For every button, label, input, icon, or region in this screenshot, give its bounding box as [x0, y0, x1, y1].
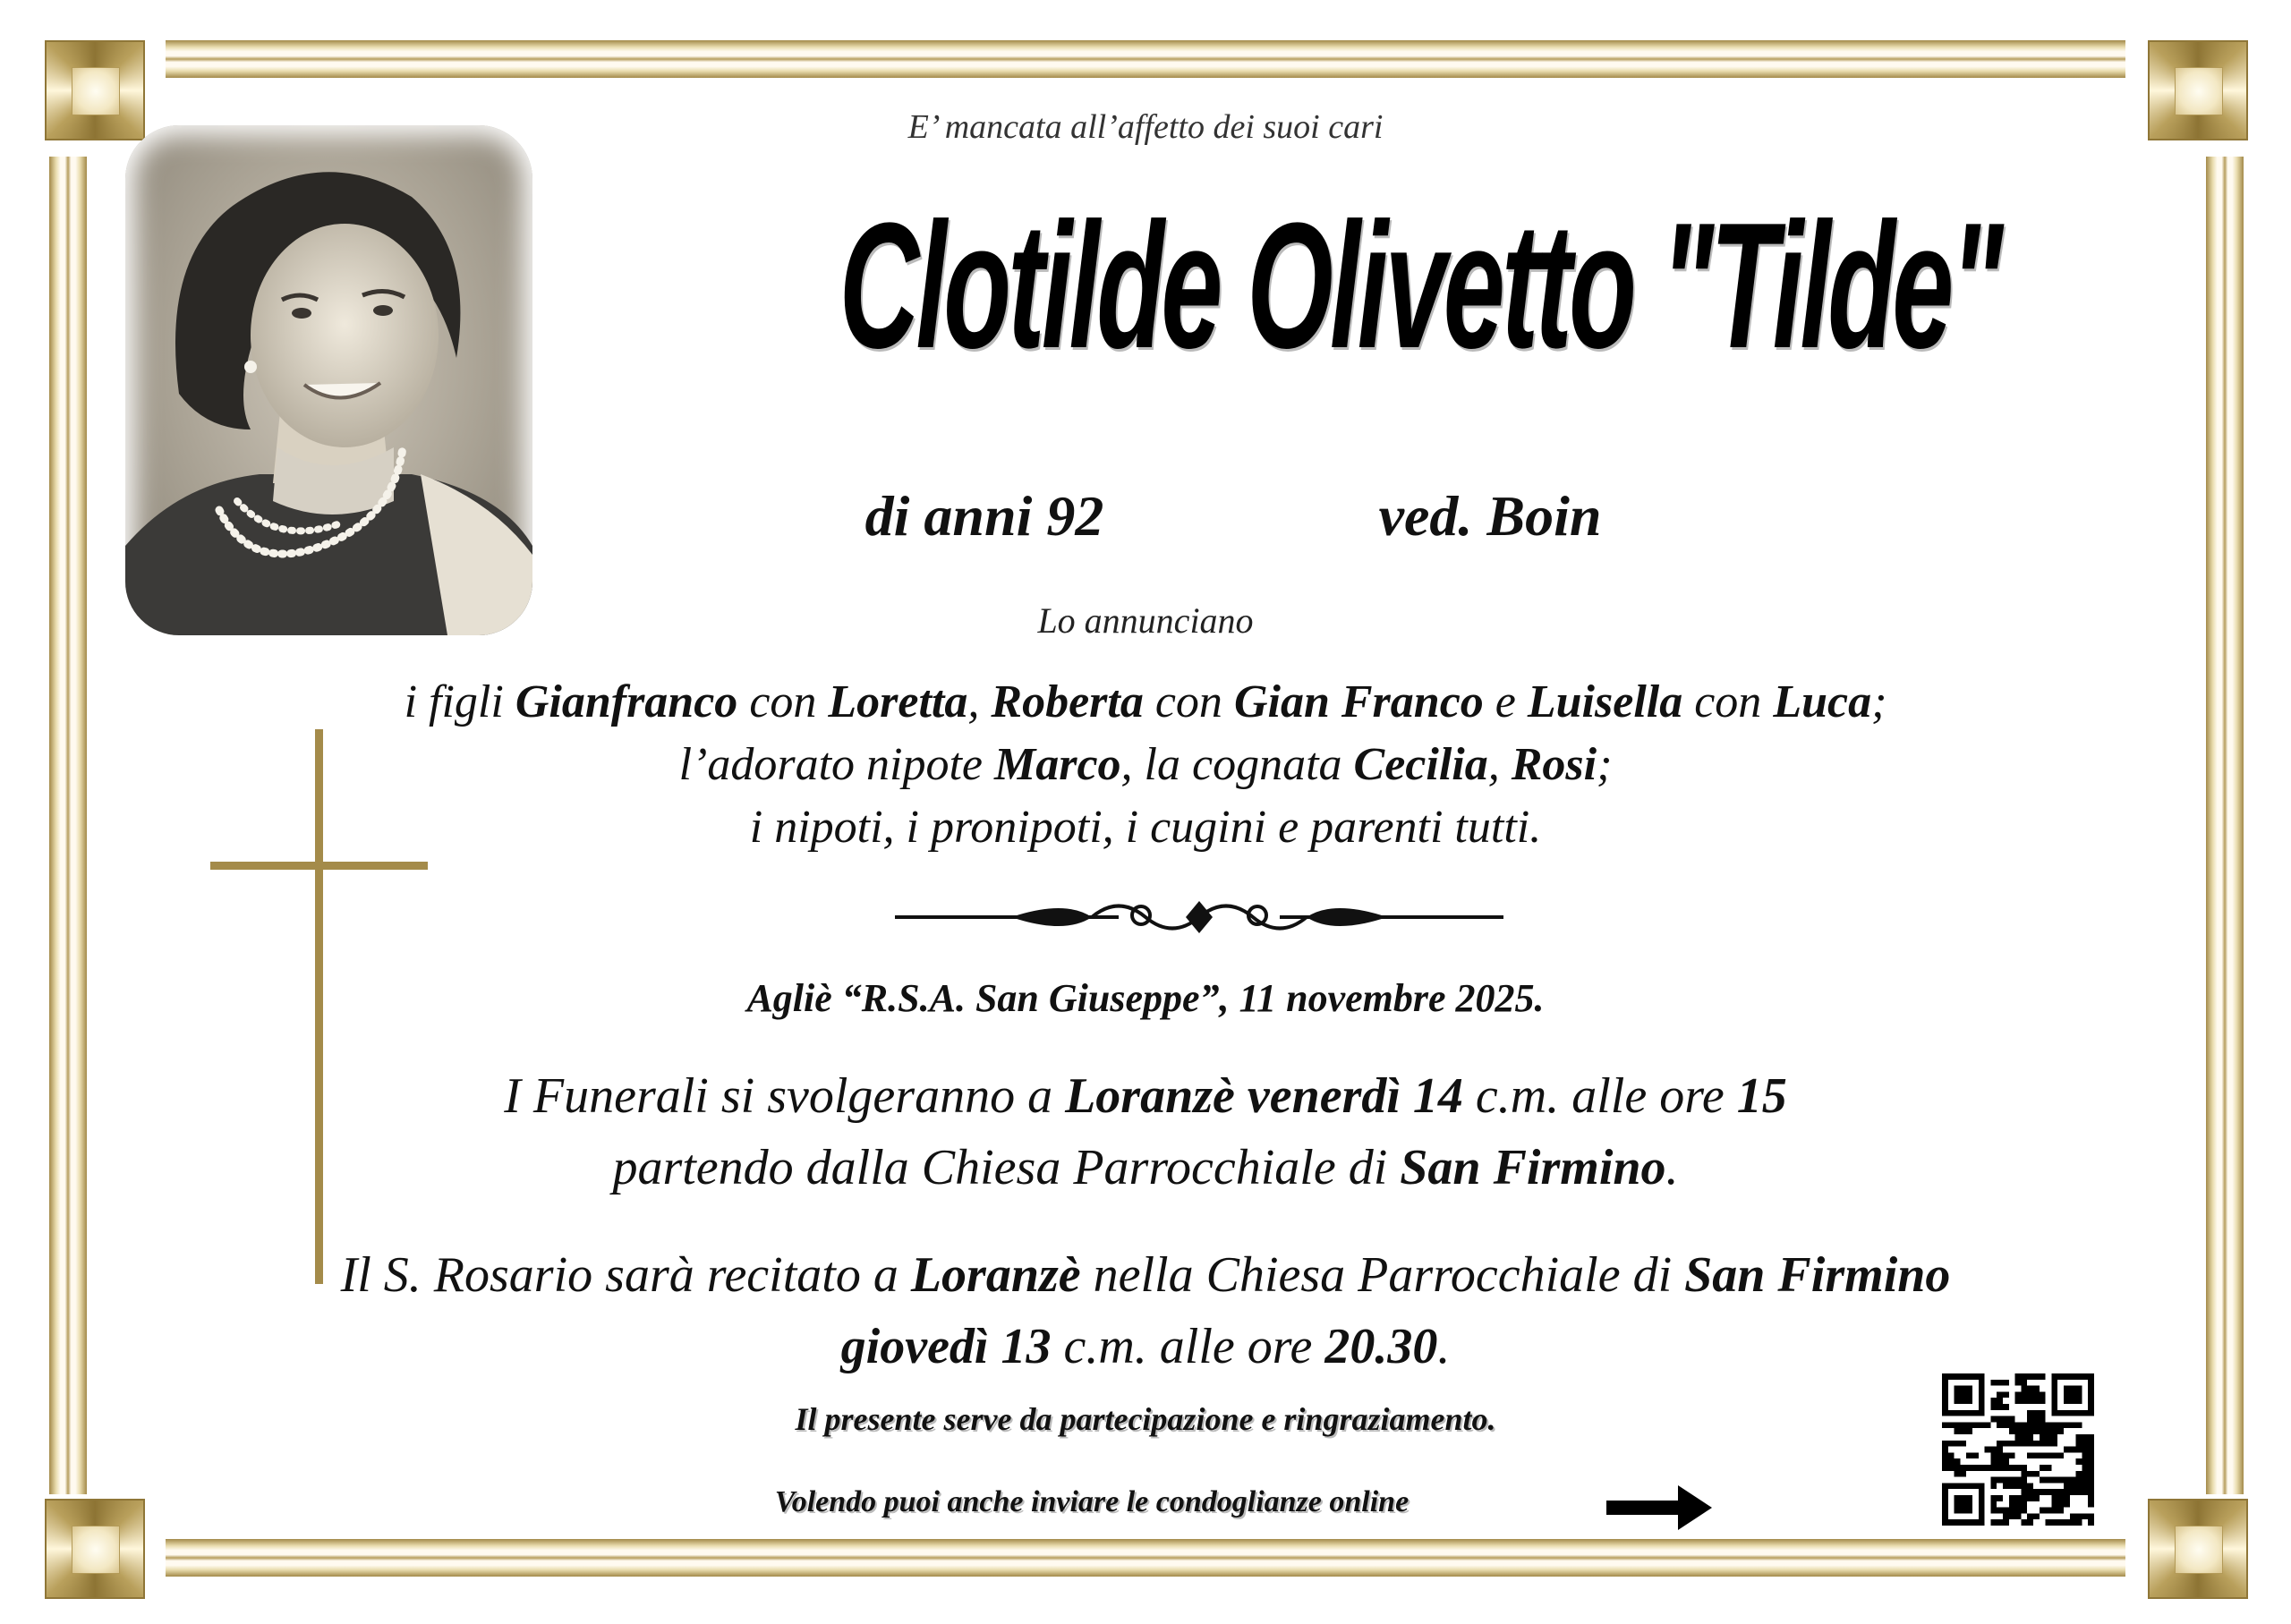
bold-text: Gianfranco — [515, 676, 738, 727]
condolences-link[interactable]: Volendo puoi anche inviare le condoglianze online — [774, 1485, 1410, 1518]
rosary-line-2 — [0, 1311, 2291, 1382]
bold-text: Luca — [1773, 676, 1872, 727]
qr-code-icon[interactable] — [1942, 1373, 2094, 1526]
text-segment: nella Chiesa Parrocchiale di — [1080, 1247, 1685, 1303]
bold-text: Rosi — [1511, 739, 1597, 790]
text-segment: . — [1437, 1319, 1451, 1374]
bold-text: San Firmino — [1684, 1247, 1951, 1303]
bold-text: Gian Franco — [1233, 676, 1484, 727]
text-segment: partendo dalla Chiesa Parrocchiale di — [612, 1140, 1401, 1195]
ornament-divider-icon — [895, 890, 1503, 944]
funeral-line-1 — [0, 1060, 2291, 1132]
thanks-text: Il presente serve da partecipazione e ringraziamento. — [795, 1401, 1496, 1437]
arrow-right-icon[interactable] — [1606, 1481, 1714, 1535]
text-segment: , la cognata — [1120, 739, 1354, 790]
frame-bottom-bar — [166, 1539, 2125, 1577]
text-segment: l’adorato nipote — [678, 739, 994, 790]
text-segment: e — [1483, 676, 1528, 727]
family-line-1 — [0, 671, 2291, 734]
frame-corner-bottom-right — [2148, 1499, 2248, 1599]
funeral-block — [0, 1060, 2291, 1203]
text-segment: ; — [1871, 676, 1887, 727]
text-segment: c.m. alle ore — [1462, 1068, 1737, 1124]
bold-text: San Firmino — [1400, 1140, 1666, 1195]
deceased-name: Clotilde Olivetto "Tilde" — [839, 186, 2000, 386]
frame-top-bar — [166, 40, 2125, 78]
text-segment: . — [1665, 1140, 1679, 1195]
frame-corner-bottom-left — [45, 1499, 145, 1599]
bold-text: Loretta — [828, 676, 968, 727]
text-segment: c.m. alle ore — [1051, 1319, 1325, 1374]
bold-text: Loranzè venerdì 14 — [1065, 1068, 1463, 1124]
bold-text: Cecilia — [1353, 739, 1488, 790]
widow-text: ved. Boin — [1378, 484, 1602, 548]
bold-text: Marco — [993, 739, 1121, 790]
text-segment: ; — [1597, 739, 1613, 790]
text-segment: i figli — [404, 676, 515, 727]
bold-text: 15 — [1736, 1068, 1787, 1124]
rosary-line-1 — [0, 1239, 2291, 1311]
text-segment: con — [1143, 676, 1234, 727]
text-segment: con — [737, 676, 829, 727]
place-date-text: Agliè “R.S.A. San Giuseppe”, 11 novembre 2025. — [746, 976, 1545, 1020]
announce-text: Lo annunciano — [1037, 600, 1254, 641]
funeral-line-2 — [0, 1132, 2291, 1203]
text-segment: I Funerali si svolgeranno a — [504, 1068, 1066, 1124]
bold-text: Luisella — [1527, 676, 1683, 727]
text-segment: i nipoti, i pronipoti, i cugini e parenti tutti. — [749, 802, 1542, 853]
bold-text: Roberta — [991, 676, 1144, 727]
bold-text: Loranzè — [910, 1247, 1081, 1303]
age-text: di anni 92 — [864, 484, 1104, 548]
text-segment: con — [1682, 676, 1774, 727]
intro-text: E’ mancata all’affetto dei suoi cari — [907, 108, 1384, 146]
rosary-block — [0, 1239, 2291, 1382]
text-segment: Il S. Rosario sarà recitato a — [340, 1247, 911, 1303]
family-line-2 — [0, 734, 2291, 796]
family-line-3 — [0, 796, 2291, 859]
text-segment: , — [1487, 739, 1512, 790]
bold-text: giovedì 13 — [840, 1319, 1052, 1374]
portrait-photo — [125, 125, 532, 635]
text-segment: , — [967, 676, 992, 727]
family-block — [0, 671, 2291, 859]
bold-text: 20.30 — [1324, 1319, 1438, 1374]
